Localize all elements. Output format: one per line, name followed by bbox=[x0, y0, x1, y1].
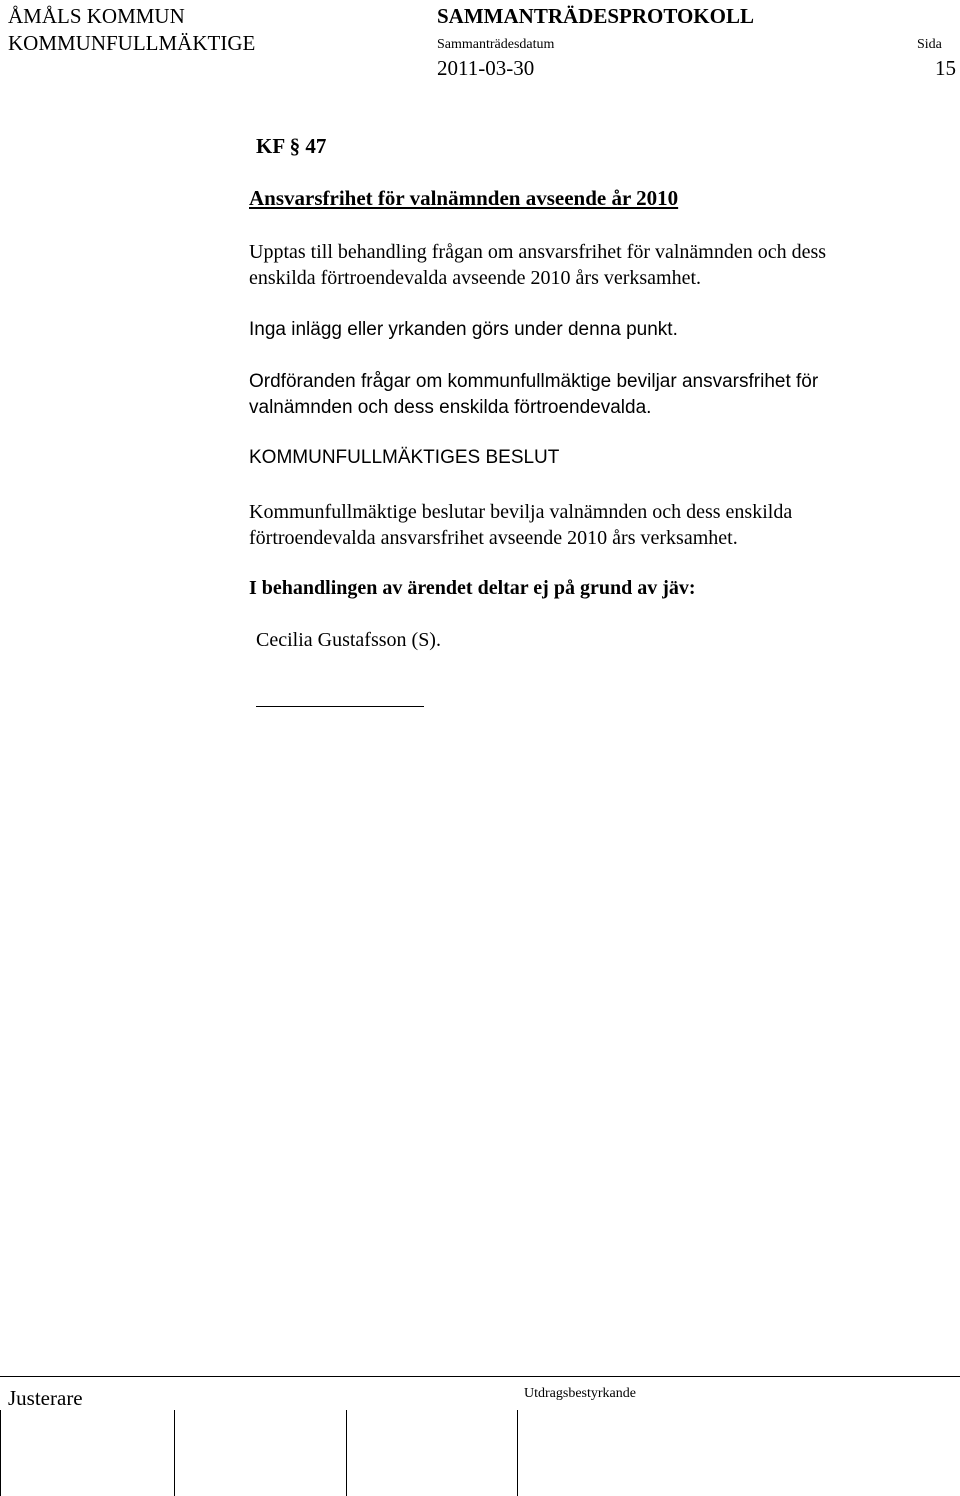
conflict-of-interest-person: Cecilia Gustafsson (S). bbox=[256, 629, 441, 651]
intro-paragraph bbox=[249, 239, 826, 291]
date-label: Sammanträdesdatum bbox=[437, 37, 555, 52]
decision-line: Kommunfullmäktige beslutar bevilja valnämnden och dess enskilda bbox=[249, 501, 793, 523]
signature-box-divider bbox=[346, 1410, 347, 1496]
signature-box-divider bbox=[0, 1410, 1, 1496]
adjusters-label: Justerare bbox=[8, 1386, 83, 1410]
signature-box-divider bbox=[517, 1410, 518, 1496]
item-title: Ansvarsfrihet för valnämnden avseende år 2010 bbox=[249, 186, 679, 210]
chair-question-line: valnämnden och dess enskilda förtroendevalda. bbox=[249, 397, 652, 418]
decision-paragraph bbox=[249, 499, 792, 551]
chair-question-paragraph bbox=[249, 369, 818, 421]
decision-heading: KOMMUNFULLMÄKTIGES BESLUT bbox=[249, 447, 560, 468]
page-number: 15 bbox=[935, 56, 956, 80]
decision-line: förtroendevalda ansvarsfrihet avseende 2010 års verksamhet. bbox=[249, 527, 738, 549]
intro-line: Upptas till behandling frågan om ansvarsfrihet för valnämnden och dess bbox=[249, 241, 827, 263]
signature-box-divider bbox=[174, 1410, 175, 1496]
document-type: SAMMANTRÄDESPROTOKOLL bbox=[437, 4, 754, 28]
no-motions-paragraph: Inga inlägg eller yrkanden görs under denna punkt. bbox=[249, 319, 678, 340]
section-end-rule bbox=[256, 706, 424, 707]
meeting-date: 2011-03-30 bbox=[437, 56, 535, 80]
paragraph-reference: KF § 47 bbox=[256, 134, 327, 158]
chair-question-line: Ordföranden frågar om kommunfullmäktige beviljar ansvarsfrihet för bbox=[249, 371, 819, 392]
committee-name: KOMMUNFULLMÄKTIGE bbox=[8, 31, 256, 55]
intro-line: enskilda förtroendevalda avseende 2010 års verksamhet. bbox=[249, 267, 702, 289]
page-label: Sida bbox=[917, 37, 942, 52]
conflict-of-interest-heading: I behandlingen av ärendet deltar ej på grund av jäv: bbox=[249, 577, 696, 599]
extract-certification-label: Utdragsbestyrkande bbox=[524, 1386, 636, 1401]
organization-name: ÅMÅLS KOMMUN bbox=[8, 4, 185, 28]
footer-rule bbox=[0, 1376, 960, 1377]
